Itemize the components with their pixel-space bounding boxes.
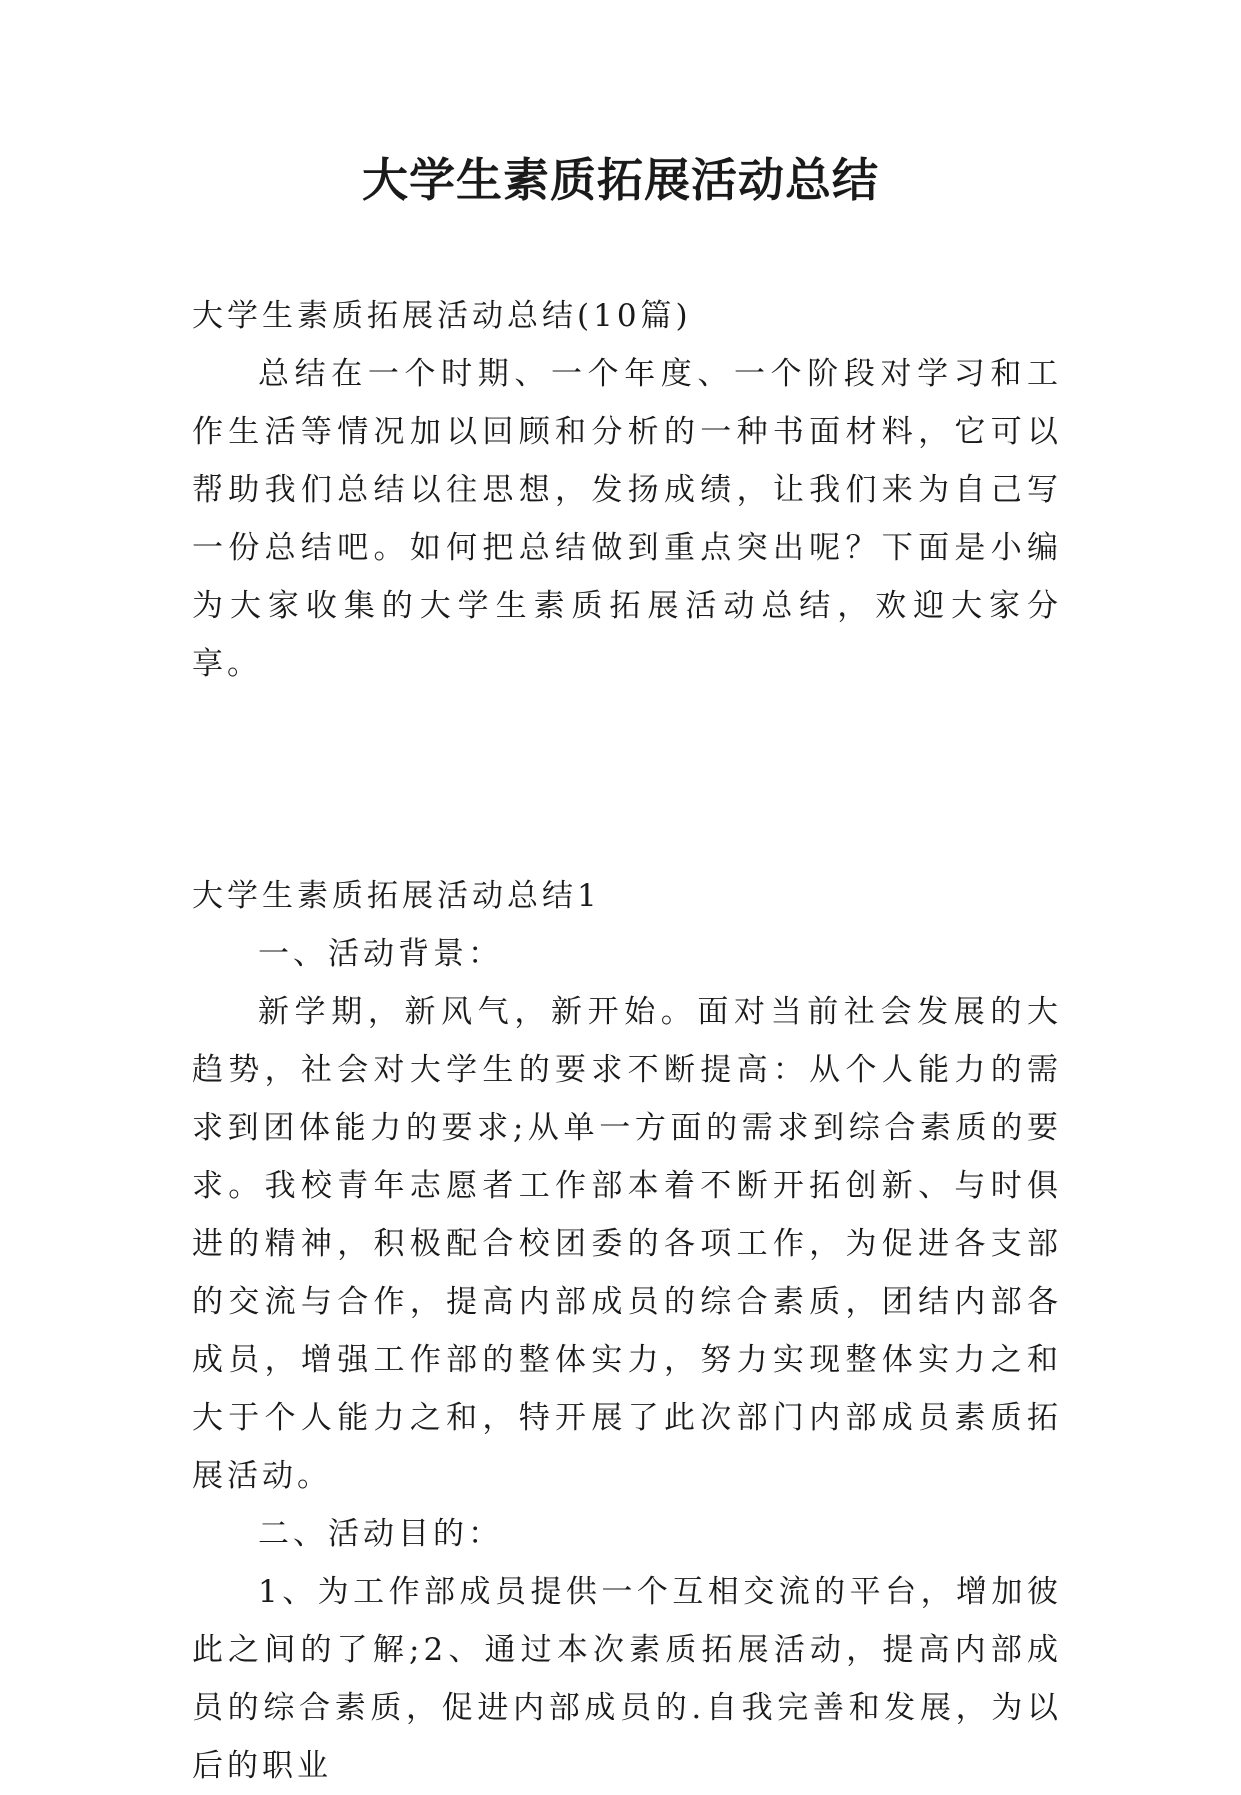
document-title: 大学生素质拓展活动总结 bbox=[362, 153, 879, 207]
background-paragraph: 新学期，新风气，新开始。面对当前社会发展的大趋势，社会对大学生的要求不断提高：从个人能力的需求到团体能力的要求;从单一方面的需求到综合素质的要求。我校青年志愿者工作部本着不断开拓创新、与时俱进的精神，积极配合校团委的各项工作，为促进各支部的交流与合作，提高内部成员的综合素质，团结内部各成员，增强工作部的整体实力，努力实现整体实力之和大于个人能力之和，特开展了此次部门内部成员素质拓展活动。 bbox=[192, 994, 1062, 1494]
document-body bbox=[192, 287, 1062, 1795]
section-heading: 大学生素质拓展活动总结1 bbox=[192, 878, 601, 914]
intro-paragraph: 总结在一个时期、一个年度、一个阶段对学习和工作生活等情况加以回顾和分析的一种书面材料，它可以帮助我们总结以往思想，发扬成绩，让我们来为自己写一份总结吧。如何把总结做到重点突出呢？下面是小编为大家收集的大学生素质拓展活动总结，欢迎大家分享。 bbox=[192, 356, 1062, 682]
background-heading: 一、活动背景： bbox=[258, 936, 503, 972]
purpose-heading: 二、活动目的： bbox=[258, 1516, 503, 1552]
purpose-paragraph: 1、为工作部成员提供一个互相交流的平台，增加彼此之间的了解;2、通过本次素质拓展活动，提高内部成员的综合素质，促进内部成员的.自我完善和发展，为以后的职业 bbox=[192, 1574, 1062, 1784]
section-gap bbox=[192, 693, 1062, 867]
document-subtitle: 大学生素质拓展活动总结(10篇) bbox=[192, 298, 692, 334]
